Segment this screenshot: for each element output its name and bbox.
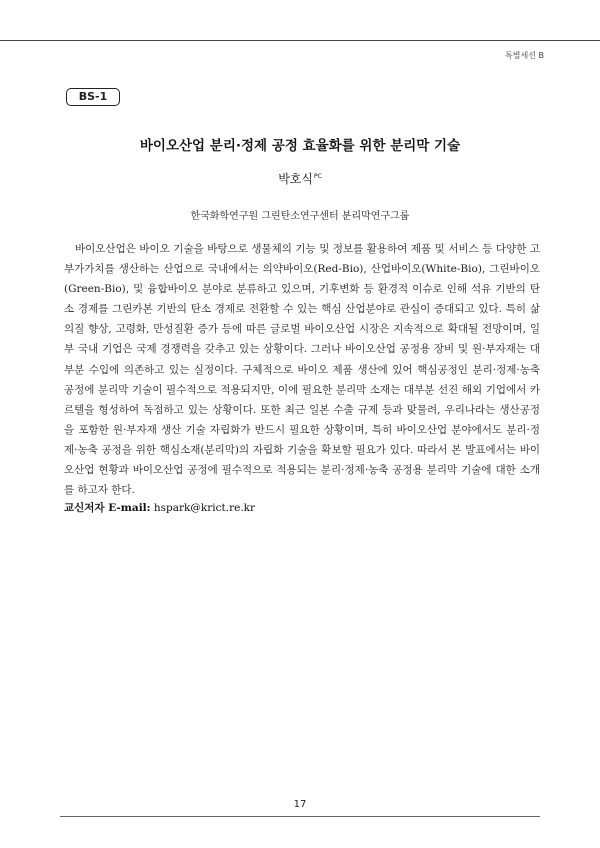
corresponding-email bbox=[64, 500, 255, 515]
session-badge: BS-1 bbox=[66, 88, 120, 106]
paper-title: 바이오산업 분리·정제 공정 효율화를 위한 분리막 기술 bbox=[139, 138, 461, 154]
abstract-text: 바이오산업은 바이오 기술을 바탕으로 생물체의 기능 및 정보를 활용하여 제품 및 서비스 등 다양한 고부가가치를 생산하는 산업으로 국내에서는 의약바이오(Red-Bio), 산업바이오(White-Bio), 그린바이오(Green-Bio), 및 융합바이오 분야로 분류하고 있으며, 기후변화 등 환경적 이슈로 인해 석유 기반의 탄소 경제를 그린카본 기반의 탄소 경제로 전환할 수 있는 핵심 산업분야로 관심이 증대되고 있다. 특히 삶의질 향상, 고령화, 만성질환 증가 등에 따른 글로벌 바이오산업 시장은 지속적으로 확대될 전망이며, 일부 국내 기업은 국제 경쟁력을 갖추고 있는 상황이다. 그러나 바이오산업 공정용 장비 및 원·부자재는 대부분 수입에 의존하고 있는 실정이다. 구체적으로 바이오 제품 생산에 있어 핵심공정인 분리·정제·농축 공정에 분리막 기술이 필수적으로 적용되지만, 이에 필요한 분리막 소재는 대부분 선진 해외 기업에서 카르텔을 형성하여 독점하고 있는 상황이다. 또한 최근 일본 수출 규제 등과 맞물려, 우리나라는 생산공정을 포함한 원·부자재 생산 기술 자립화가 반드시 필요한 상황이며, 특히 바이오산업 분야에서도 분리·정제·농축 공정을 위한 핵심소재(분리막)의 자립화 기술을 확보할 필요가 있다. 따라서 본 발표에서는 바이오산업 현황과 바이오산업 공정에 필수적으로 적용되는 분리·정제·농축 공정용 분리막 기술에 대한 소개를 하고자 한다. bbox=[64, 243, 540, 497]
footer-rule bbox=[60, 816, 540, 817]
section-label: 특별세션 B bbox=[505, 51, 544, 60]
affiliation: 한국화학연구원 그린탄소연구센터 분리막연구그룹 bbox=[190, 211, 410, 222]
email-label: 교신저자 E-mail: bbox=[64, 502, 151, 514]
page-number: 17 bbox=[293, 799, 307, 810]
author-name: 박호식 bbox=[278, 172, 313, 186]
presenting-author-mark: PC bbox=[313, 173, 322, 180]
header-rule bbox=[0, 40, 600, 41]
email-address: hspark@krict.re.kr bbox=[153, 502, 256, 514]
author-line bbox=[0, 170, 600, 187]
